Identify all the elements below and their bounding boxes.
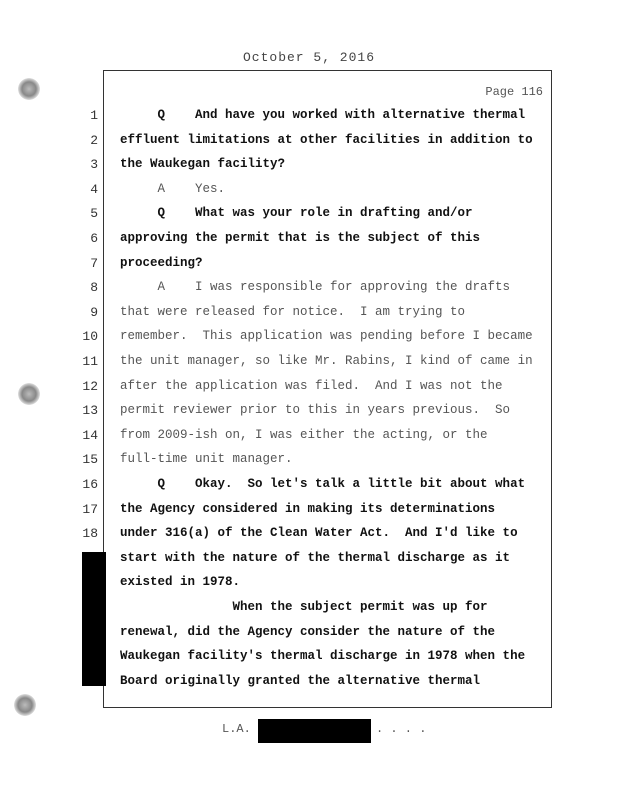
line-number: 8 [90,280,98,295]
footer-left-text: L.A. [222,722,251,736]
transcript-line: full-time unit manager. [120,452,293,466]
line-number: 2 [90,133,98,148]
transcript-line: the unit manager, so like Mr. Rabins, I kind of came in [120,354,533,368]
transcript-line: approving the permit that is the subject of this [120,231,481,245]
line-number: 4 [90,182,98,197]
transcript-line: Waukegan facility's thermal discharge in 1978 when the [120,649,526,663]
header-date: October 5, 2016 [242,50,376,65]
transcript-line: remember. This application was pending before I became [120,329,533,343]
transcript-line: after the application was filed. And I was not the [120,379,503,393]
line-number: 5 [90,206,98,221]
line-number: 10 [82,329,98,344]
line-number: 14 [82,428,98,443]
transcript-line: Q And have you worked with alternative thermal [120,108,526,122]
line-number: 13 [82,403,98,418]
line-number: 9 [90,305,98,320]
line-number: 6 [90,231,98,246]
line-number: 12 [82,379,98,394]
transcript-line: effluent limitations at other facilities in addition to [120,133,533,147]
redaction-bar-left [82,552,106,686]
transcript-line: that were released for notice. I am trying to [120,305,466,319]
line-number: 1 [90,108,98,123]
transcript-line: existed in 1978. [120,575,241,589]
footer-right-text: . . . . [376,722,427,736]
transcript-line: the Waukegan facility? [120,157,286,171]
transcript-line: proceeding? [120,256,203,270]
transcript-line: the Agency considered in making its determinations [120,502,496,516]
line-number: 3 [90,157,98,172]
page-number: Page 116 [485,85,543,99]
transcript-line: When the subject permit was up for [120,600,488,614]
line-number: 17 [82,502,98,517]
transcript-line: Q What was your role in drafting and/or [120,206,473,220]
transcript-line: A I was responsible for approving the drafts [120,280,511,294]
punch-hole-middle [18,383,40,405]
transcript-line: from 2009-ish on, I was either the acting, or the [120,428,488,442]
transcript-line: A Yes. [120,182,226,196]
transcript-line: Q Okay. So let's talk a little bit about what [120,477,526,491]
transcript-line: permit reviewer prior to this in years previous. So [120,403,511,417]
punch-hole-top [18,78,40,100]
punch-hole-bottom [14,694,36,716]
line-number: 18 [82,526,98,541]
line-number: 15 [82,452,98,467]
redaction-bar-footer [258,719,371,743]
transcript-line: Board originally granted the alternative thermal [120,674,481,688]
line-number: 16 [82,477,98,492]
line-number: 11 [82,354,98,369]
transcript-line: start with the nature of the thermal discharge as it [120,551,511,565]
line-number: 7 [90,256,98,271]
transcript-line: under 316(a) of the Clean Water Act. And I'd like to [120,526,518,540]
transcript-line: renewal, did the Agency consider the nature of the [120,625,496,639]
